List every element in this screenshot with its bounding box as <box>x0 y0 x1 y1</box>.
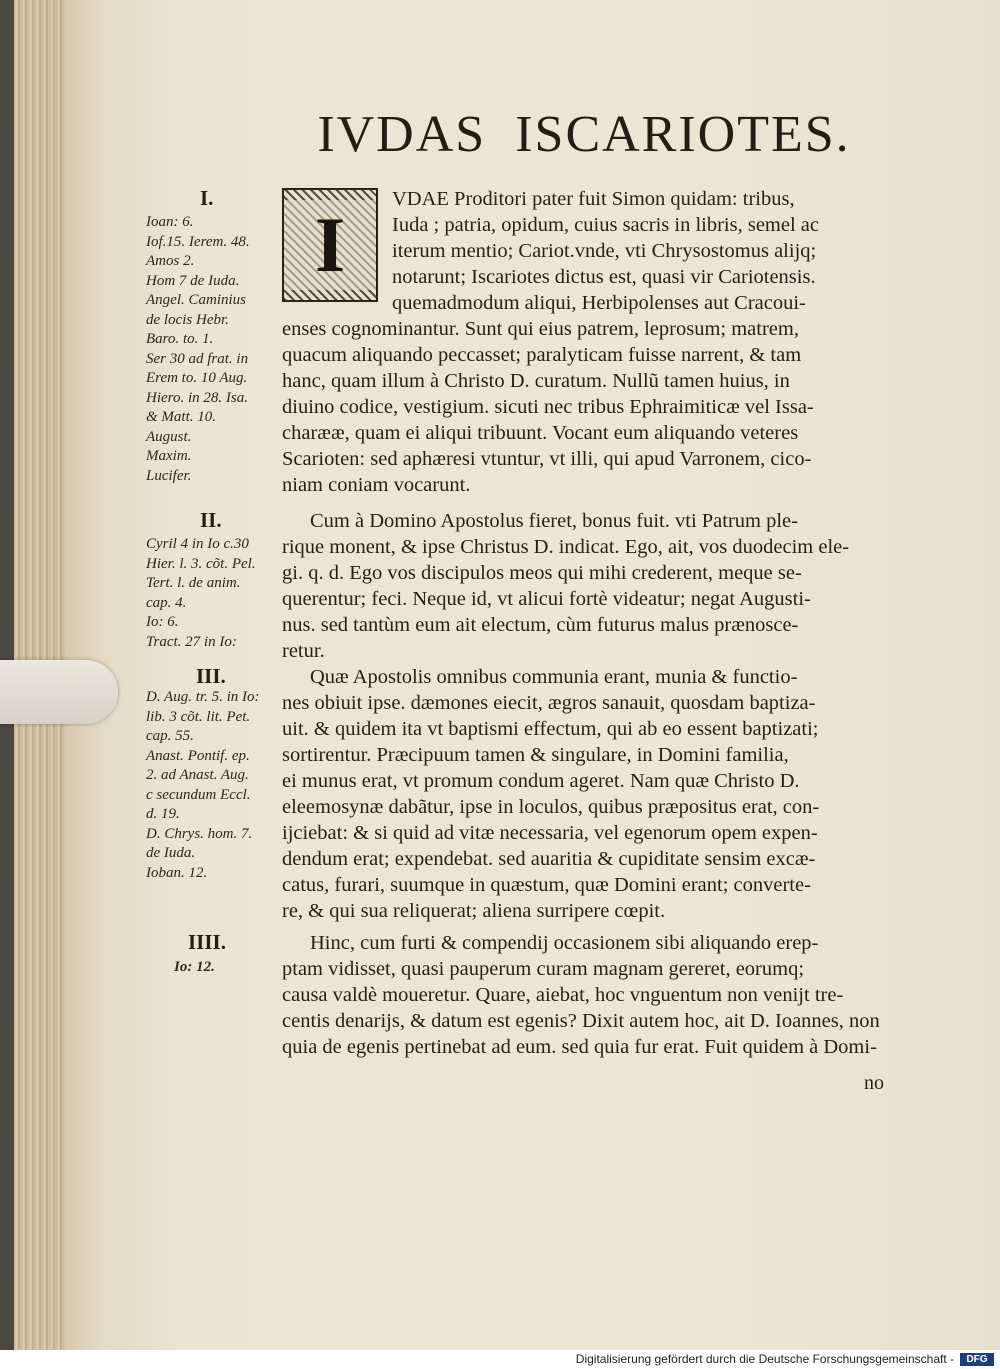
margin-note: cap. 4. <box>146 594 187 611</box>
text-line: Iuda ; patria, opidum, cuius sacris in libris, semel ac <box>392 214 819 236</box>
text-line: querentur; feci. Neque id, vt alicui fortè videatur; negat Augusti- <box>282 588 811 610</box>
margin-note: D. Chrys. hom. 7. <box>146 825 253 842</box>
initial-letter: I <box>284 200 376 290</box>
text-line: uit. & quidem ita vt baptismi effectum, qui ab eo essent baptizati; <box>282 718 819 740</box>
margin-note: D. Aug. tr. 5. in Io: <box>146 689 260 705</box>
text-line: Scarioten: sed aphæresi vtuntur, vt illi, qui apud Varronem, cico- <box>282 448 812 470</box>
margin-note: de Iuda. <box>146 845 196 861</box>
margin-note: Cyril 4 in Io c.30 <box>146 536 249 552</box>
text-line: enses cognominantur. Sunt qui eius patrem, leprosum; matrem, <box>282 318 799 340</box>
margin-note: Ioan: 6. <box>146 214 194 230</box>
margin-note: Iof.15. Ierem. 48. <box>146 233 250 250</box>
text-line: quacum aliquando peccasset; paralyticam fuisse narrent, & tam <box>282 344 802 366</box>
text-line: re, & qui sua reliquerat; aliena surripere cœpit. <box>282 900 666 922</box>
text-line: nes obiuit ipse. dæmones eiecit, ægros sanauit, quosdam baptiza- <box>282 692 816 714</box>
margin-note: & Matt. 10. <box>146 409 216 425</box>
text-line: retur. <box>282 640 325 662</box>
text-line: quemadmodum aliqui, Herbipolenses aut Cracoui- <box>392 292 806 314</box>
text-line: Quæ Apostolis omnibus communia erant, munia & functio- <box>310 666 798 688</box>
margin-note: Hom 7 de Iuda. <box>146 272 240 289</box>
text-line: dendum erat; expendebat. sed auaritia & cupiditate sensim excæ- <box>282 848 816 870</box>
margin-notes-2 <box>146 535 256 652</box>
margin-notes-3 <box>146 688 259 883</box>
margin-notes-1 <box>146 213 250 486</box>
text-line: causa valdè moueretur. Quare, aiebat, hoc vnguentum non venijt tre- <box>282 984 844 1006</box>
margin-note: lib. 3 cõt. lit. Pet. <box>146 708 251 725</box>
text-line: ei munus erat, vt promum condum ageret. Nam quæ Christo D. <box>282 770 800 792</box>
text-line: gi. q. d. Ego vos discipulos meos qui mihi crederent, meque se- <box>282 562 802 584</box>
margin-note: c secundum Eccl. <box>146 786 251 803</box>
margin-note: Tert. l. de anim. <box>146 575 241 591</box>
margin-notes-4 <box>146 958 215 978</box>
page-title: IVDAS ISCARIOTES. <box>317 106 851 163</box>
text-line: hanc, quam illum à Christo D. curatum. Nullũ tamen huius, in <box>282 370 790 392</box>
margin-note: Angel. Caminius <box>146 292 246 308</box>
margin-note: Amos 2. <box>146 253 195 269</box>
text-line: nus. sed tantùm eum ait electum, cùm futurus malus prænosce- <box>282 614 799 636</box>
text-line: centis denarijs, & datum est egenis? Dixit autem hoc, ait D. Ioannes, non <box>282 1010 880 1032</box>
text-line: eleemosynæ dabãtur, ipse in loculos, quibus præpositus erat, con- <box>282 796 820 818</box>
footer-bar <box>0 1350 1000 1369</box>
margin-note: Anast. Pontif. ep. <box>146 747 250 764</box>
dfg-logo-icon: DFG <box>960 1353 994 1366</box>
margin-note: de locis Hebr. <box>146 311 229 328</box>
margin-note: Hier. l. 3. cõt. Pel. <box>146 555 256 572</box>
section-numeral-4: IIII. <box>188 930 226 954</box>
text-line: catus, furari, suumque in quæstum, quæ Domini erant; converte- <box>282 874 811 896</box>
catchword: no <box>864 1072 884 1094</box>
margin-note: Io: 6. <box>146 614 179 630</box>
margin-note: August. <box>146 428 192 445</box>
section-numeral-3: III. <box>196 664 226 688</box>
text-line: Cum à Domino Apostolus fieret, bonus fuit. vti Patrum ple- <box>310 510 798 532</box>
text-line: ptam vidisset, quasi pauperum curam magnam gereret, eorumq; <box>282 958 805 980</box>
section-numeral-1: I. <box>200 186 214 210</box>
text-line: diuino codice, vestigium. sicuti nec tribus Ephraimiticæ vel Issa- <box>282 396 814 418</box>
paragraph-3 <box>282 664 902 924</box>
paragraph-1 <box>282 186 902 498</box>
margin-note: Io: 12. <box>174 959 215 975</box>
margin-note: Ioban. 12. <box>146 864 208 881</box>
margin-note: Baro. to. 1. <box>146 331 214 347</box>
margin-note: 2. ad Anast. Aug. <box>146 767 249 783</box>
text-line: quia de egenis pertinebat ad eum. sed quia fur erat. Fuit quidem à Domi- <box>282 1036 877 1058</box>
paragraph-4 <box>282 930 902 1060</box>
text-line: notarunt; Iscariotes dictus est, quasi vir Cariotensis. <box>392 266 816 288</box>
margin-note: Tract. 27 in Io: <box>146 633 237 650</box>
text-line: iterum mentio; Cariot.vnde, vti Chrysostomus alijq; <box>392 240 817 262</box>
margin-note: Maxim. <box>146 448 192 464</box>
section-numeral-2: II. <box>200 508 222 532</box>
margin-note: Lucifer. <box>146 467 192 484</box>
text-line: rique monent, & ipse Christus D. indicat. Ego, ait, vos duodecim ele- <box>282 536 850 558</box>
page-holder-tab <box>0 660 118 724</box>
margin-note: d. 19. <box>146 806 180 822</box>
text-line: ijciebat: & si quid ad vitæ necessaria, vel egenorum opem expen- <box>282 822 818 844</box>
text-line: Hinc, cum furti & compendij occasionem sibi aliquando erep- <box>310 932 819 954</box>
margin-note: cap. 55. <box>146 728 194 744</box>
text-line: VDAE Proditori pater fuit Simon quidam: tribus, <box>392 188 795 210</box>
margin-note: Hiero. in 28. Isa. <box>146 389 248 406</box>
funding-credit: Digitalisierung gefördert durch die Deutsche Forschungsgemeinschaft - <box>575 1352 954 1366</box>
text-line: sortirentur. Præcipuum tamen & singulare, in Domini familia, <box>282 744 789 766</box>
margin-note: Ser 30 ad frat. in <box>146 350 249 367</box>
paragraph-2 <box>282 508 902 664</box>
text-line: niam coniam vocarunt. <box>282 474 471 496</box>
text-line: charææ, quam ei aliqui tribuunt. Vocant eum aliquando veteres <box>282 422 799 444</box>
margin-note: Erem to. 10 Aug. <box>146 370 248 386</box>
